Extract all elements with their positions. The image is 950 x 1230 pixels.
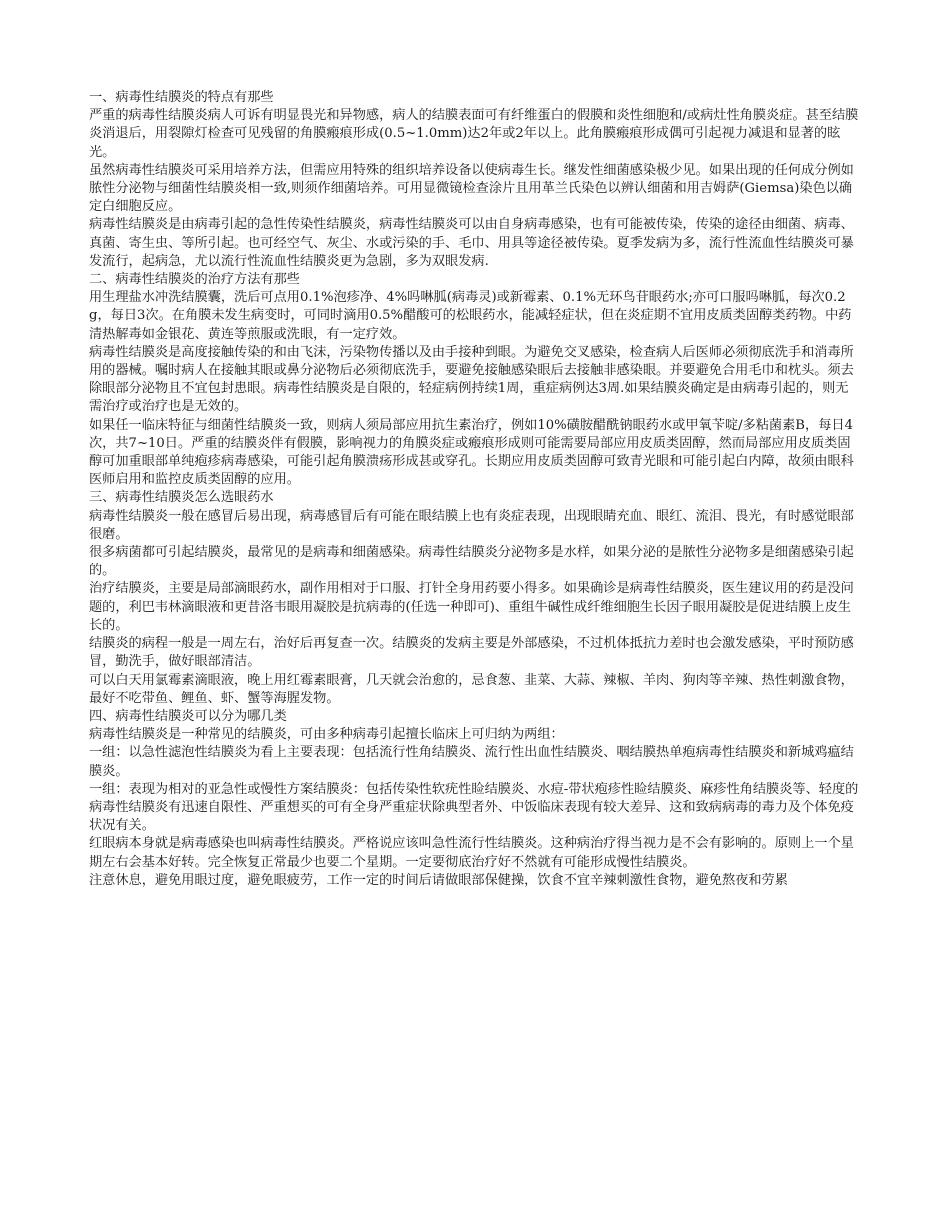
section-heading: 三、病毒性结膜炎怎么选眼药水 — [89, 490, 274, 506]
paragraph: 严重的病毒性结膜炎病人可诉有明显畏光和异物感，病人的结膜表面可有纤维蛋白的假膜和炎性细胞和/或病灶性角膜炎症。甚至结膜炎消退后，用裂隙灯检查可见残留的角膜瘢痕形成(0.5~1.0mm)达2年或2年以上。此角膜瘢痕形成偶可引起视力减退和显著的眩光。 — [89, 108, 859, 160]
section-2 — [89, 271, 859, 489]
paragraph: 结膜炎的病程一般是一周左右，治好后再复查一次。结膜炎的发病主要是外部感染，不过机体抵抗力差时也会激发感染，平时预防感冒，勤洗手，做好眼部清洁。 — [89, 636, 854, 670]
paragraph: 用生理盐水冲洗结膜囊，洗后可点用0.1%泡疹净、4%吗啉胍(病毒灵)或新霉素、0.1%无环鸟苷眼药水;亦可口服吗啉胍，每次0.2g，每日3次。在角膜未发生病变时，可同时滴用0.5%醋酸可的松眼药水，能减轻症状，但在炎症期不宜用皮质类固醇类药物。中药清热解毒如金银花、黄连等煎服或洗眼，有一定疗效。 — [89, 290, 852, 342]
paragraph: 一组：表现为相对的亚急性或慢性方案结膜炎：包括传染性软疣性睑结膜炎、水痘-带状疱疹性睑结膜炎、麻疹性角结膜炎等、轻度的病毒性结膜炎有迅速自限性、严重想买的可有全身严重症状除典型者外、中饭临床表现有较大差异、这和致病病毒的毒力及个体免疫状况有关。 — [89, 781, 859, 834]
section-heading: 四、病毒性结膜炎可以分为哪几类 — [89, 708, 287, 724]
section-4 — [89, 708, 859, 890]
section-heading: 一、病毒性结膜炎的特点有那些 — [89, 90, 274, 105]
paragraph: 虽然病毒性结膜炎可采用培养方法，但需应用特殊的组织培养设备以使病毒生长。继发性细菌感染极少见。如果出现的任何成分例如脓性分泌物与细菌性结膜炎相一致,则须作细菌培养。可用显微镜检查涂片且用革兰氏染色以辨认细菌和用吉姆萨(Giemsa)染色以确定白细胞反应。 — [89, 162, 854, 215]
paragraph: 病毒性结膜炎是一种常见的结膜炎，可由多种病毒引起擅长临床上可归纳为两组： — [89, 727, 564, 743]
paragraph: 如果任一临床特征与细菌性结膜炎一致，则病人须局部应用抗生素治疗，例如10%磺胺醋酰钠眼药水或甲氧苄啶/多粘菌素B，每日4次，共7~10日。严重的结膜炎伴有假膜，影响视力的角膜炎症或瘢痕形成则可能需要局部应用皮质类固醇，然而局部应用皮质类固醇可加重眼部单纯疱疹病毒感染，可能引起角膜溃疡形成甚或穿孔。长期应用皮质类固醇可致青光眼和可能引起白内障，故须由眼科医师启用和监控皮质类固醇的应用。 — [89, 417, 854, 488]
paragraph: 一组：以急性滤泡性结膜炎为看上主要表现：包括流行性角结膜炎、流行性出血性结膜炎、咽结膜热单疱病毒性结膜炎和新城鸡瘟结膜炎。 — [89, 745, 854, 779]
document-page — [89, 89, 859, 890]
section-3 — [89, 489, 859, 707]
paragraph: 治疗结膜炎，主要是局部滴眼药水，副作用相对于口服、打针全身用药要小得多。如果确诊是病毒性结膜炎，医生建议用的药是没问题的，利巴韦林滴眼液和更昔洛韦眼用凝胶是抗病毒的(任选一种即可)、重组牛碱性成纤维细胞生长因子眼用凝胶是促进结膜上皮生长的。 — [89, 581, 854, 633]
section-1 — [89, 89, 859, 271]
paragraph: 红眼病本身就是病毒感染也叫病毒性结膜炎。严格说应该叫急性流行性结膜炎。这种病治疗得当视力是不会有影响的。原则上一个星期左右会基本好转。完全恢复正常最少也要二个星期。一定要彻底治疗好不然就有可能形成慢性结膜炎。 — [89, 836, 854, 870]
paragraph: 注意休息，避免用眼过度，避免眼疲劳，工作一定的时间后请做眼部保健操，饮食不宜辛辣刺激性食物，避免熬夜和劳累 — [89, 872, 788, 888]
paragraph: 病毒性结膜炎一般在感冒后易出现，病毒感冒后有可能在眼结膜上也有炎症表现，出现眼睛充血、眼红、流泪、畏光，有时感觉眼部很磨。 — [89, 508, 854, 542]
paragraph: 很多病菌都可引起结膜炎，最常见的是病毒和细菌感染。病毒性结膜炎分泌物多是水样，如果分泌的是脓性分泌物多是细菌感染引起的。 — [89, 545, 854, 579]
section-heading: 二、病毒性结膜炎的治疗方法有那些 — [89, 272, 300, 288]
paragraph: 病毒性结膜炎是高度接触传染的和由飞沫，污染物传播以及由手接种到眼。为避免交叉感染，检查病人后医师必须彻底洗手和消毒所用的器械。嘱时病人在接触其眼或鼻分泌物后必须彻底洗手，要避免接触感染眼后去接触非感染眼。并要避免合用毛巾和枕头。须去除眼部分泌物且不宜包封患眼。病毒性结膜炎是自限的，轻症病例持续1周，重症病例达3周.如果结膜炎确定是由病毒引起的，则无需治疗或治疗也是无效的。 — [89, 344, 854, 415]
paragraph: 病毒性结膜炎是由病毒引起的急性传染性结膜炎，病毒性结膜炎可以由自身病毒感染，也有可能被传染，传染的途径由细菌、病毒、真菌、寄生虫、等所引起。也可经空气、灰尘、水或污染的手、毛巾、用具等途径被传染。夏季发病为多，流行性流血性结膜炎可暴发流行，起病急，尤以流行性流血性结膜炎更为急剧，多为双眼发病. — [89, 217, 854, 269]
paragraph: 可以白天用氯霉素滴眼液，晚上用红霉素眼膏，几天就会治愈的，忌食葱、韭菜、大蒜、辣椒、羊肉、狗肉等辛辣、热性刺激食物，最好不吃带鱼、鲤鱼、虾、蟹等海腥发物。 — [89, 672, 854, 706]
